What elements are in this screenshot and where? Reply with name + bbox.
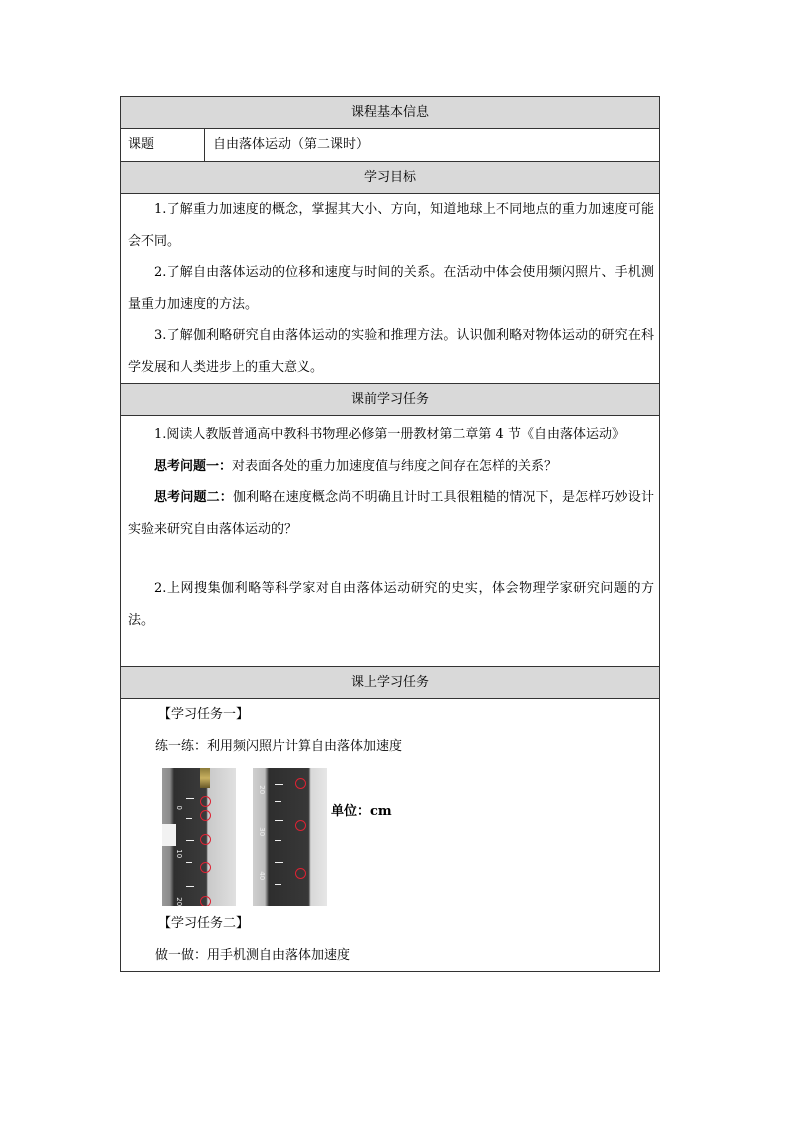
section-header-goals: 学习目标 [121, 162, 659, 194]
ruler-tick [186, 886, 194, 887]
topic-value: 自由落体运动（第二课时） [213, 137, 370, 152]
ball-position-marker [295, 868, 306, 879]
pre-task-reading: 1.阅读人教版普通高中教科书物理必修第一册教材第二章第 4 节《自由落体运动》 [154, 427, 625, 442]
ruler-tick [275, 801, 281, 802]
ruler-tick [186, 818, 192, 819]
section-header-class-tasks: 课上学习任务 [121, 667, 659, 699]
question-one [128, 451, 654, 483]
ball-position-marker [200, 834, 211, 845]
goal-item: 1.了解重力加速度的概念，掌握其大小、方向，知道地球上不同地点的重力加速度可能会不同。 [128, 202, 654, 249]
ball-position-marker [200, 862, 211, 873]
strobe-photo-two [253, 768, 327, 906]
goals-cell [121, 194, 659, 384]
ball-position-marker [295, 778, 306, 789]
ball-position-marker [200, 896, 211, 906]
white-marker-image [162, 824, 176, 846]
pre-tasks-cell [121, 416, 659, 667]
ruler-tick [186, 798, 194, 799]
section-header-pre-tasks: 课前学习任务 [121, 384, 659, 416]
spacer [128, 636, 654, 666]
ruler-number: 40 [258, 871, 267, 881]
unit-label: 单位：cm [331, 804, 392, 819]
ruler-number: 20 [258, 785, 267, 795]
ball-holder-image [200, 768, 210, 788]
spacer [128, 545, 654, 573]
ruler-number: 30 [258, 827, 267, 837]
question-one-lead: 思考问题一： [154, 458, 233, 474]
ruler-tick [275, 862, 283, 863]
topic-row [121, 129, 659, 162]
topic-label: 课题 [121, 129, 205, 161]
lesson-table [120, 96, 660, 972]
ruler-number: 0 [174, 805, 183, 810]
strobe-photo-one [162, 768, 236, 906]
ruler-tick [275, 840, 281, 841]
question-one-text: 对表面各处的重力加速度值与纬度之间存在怎样的关系？ [232, 458, 558, 474]
question-two-text: 伽利略在速度概念尚不明确且计时工具很粗糙的情况下，是怎样巧妙设计实验来研究自由落体运动的？ [128, 490, 654, 537]
task-one-desc: 练一练：利用频闪照片计算自由落体加速度 [155, 738, 403, 754]
task-two-title: 【学习任务二】 [158, 916, 250, 931]
ruler-tick [186, 840, 194, 841]
question-two-lead: 思考问题二： [154, 490, 233, 505]
question-two [128, 482, 654, 545]
task-one-title: 【学习任务一】 [158, 707, 250, 722]
ball-position-marker [200, 796, 211, 807]
class-tasks-cell [121, 699, 659, 971]
ball-position-marker [200, 810, 211, 821]
ruler-tick [275, 820, 283, 821]
ruler-number: 10 [175, 849, 184, 859]
ruler-number: 20 [175, 897, 184, 906]
section-header-basic-info: 课程基本信息 [121, 97, 659, 129]
goal-item: 2.了解自由落体运动的位移和速度与时间的关系。在活动中体会使用频闪照片、手机测量重力加速度的方法。 [128, 265, 654, 312]
ball-position-marker [295, 820, 306, 831]
strobe-photos [128, 762, 654, 908]
ruler-tick [275, 884, 281, 885]
pre-task-research: 2.上网搜集伽利略等科学家对自由落体运动研究的史实，体会物理学家研究问题的方法。 [128, 581, 654, 628]
ruler-tick [186, 862, 192, 863]
goal-item: 3.了解伽利略研究自由落体运动的实验和推理方法。认识伽利略对物体运动的研究在科学发展和人类进步上的重大意义。 [128, 328, 654, 375]
task-two-desc: 做一做：用手机测自由落体加速度 [155, 947, 351, 963]
